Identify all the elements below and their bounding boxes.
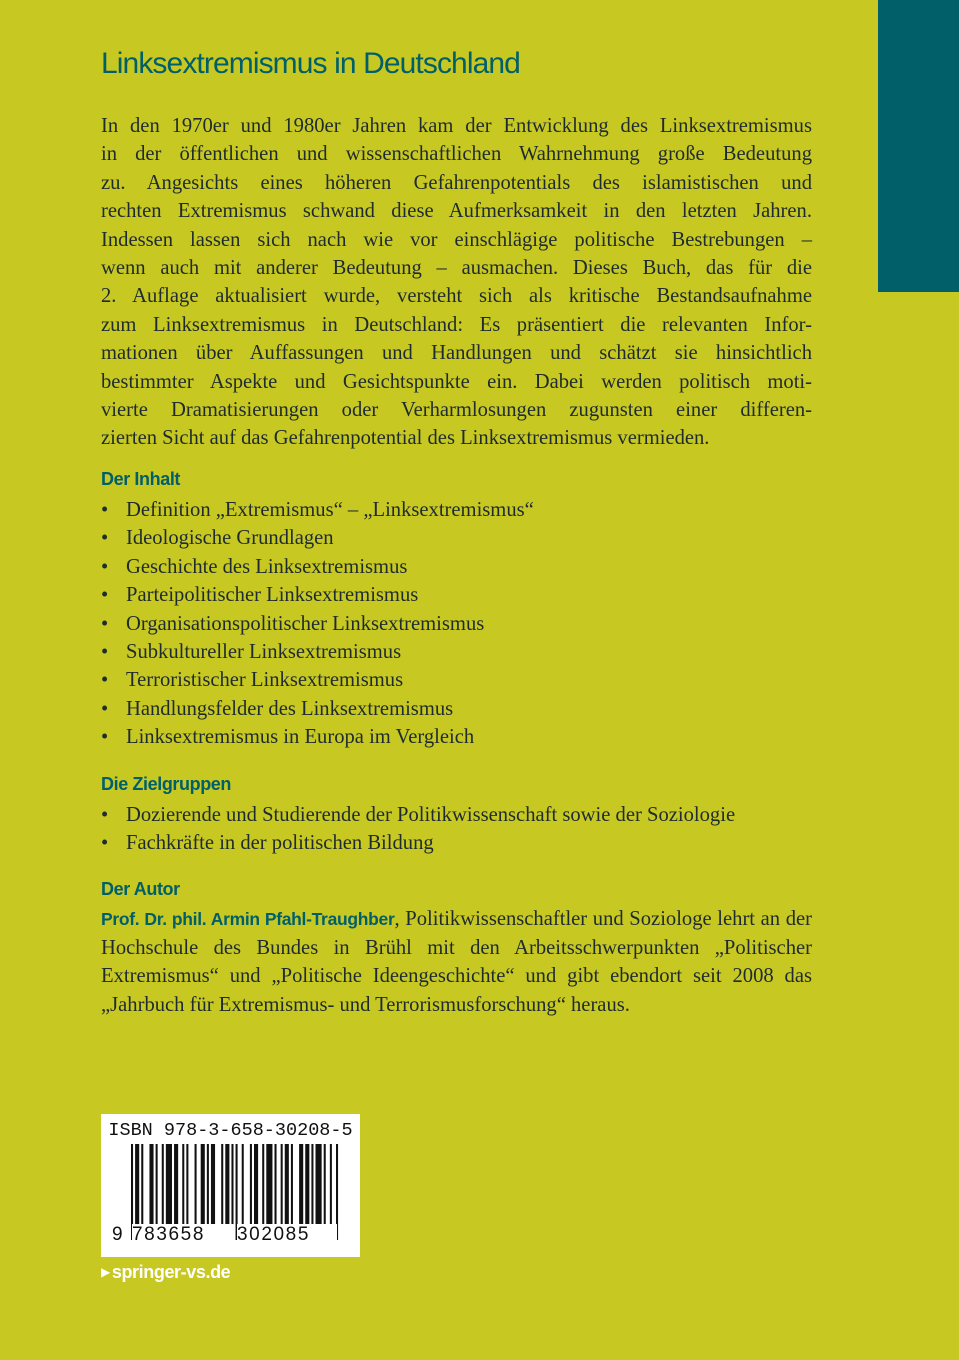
list-item-text: Ideologische Grundlagen [126, 527, 334, 550]
barcode-digit-first: 9 [112, 1224, 123, 1245]
audience-heading: Die Zielgruppen [101, 773, 232, 794]
list-item [101, 553, 812, 581]
author-heading: Der Autor [101, 879, 180, 900]
bullet-icon: • [101, 612, 109, 635]
blurb-line: zum Linksextremismus in Deutschland: Es präsentiert die relevanten Infor- [101, 313, 812, 336]
author-section [101, 877, 812, 1019]
author-description: , Politikwissenschaftler und Soziologe lehrt an der Hochschule des Bundes in Brühl mit den Arbeitsschwerpunkten „Politischer Extremismus“ und „Politische Ideengeschichte“ und gibt ebendort seit 2008 das „Jahrbuch für Extremismus- und Terrorismusforschung“ heraus. [101, 908, 812, 1016]
list-item-text: Handlungsfelder des Linksextremismus [126, 697, 454, 720]
list-item-text: Parteipolitischer Linksextremismus [126, 584, 419, 607]
list-item [101, 695, 812, 723]
blurb-line: zu. Angesichts eines höheren Gefahrenpotentials des islamistischen und [101, 171, 812, 194]
author-name: Prof. Dr. phil. Armin Pfahl-Traughber [101, 909, 395, 930]
blurb-line: In den 1970er und 1980er Jahren kam der Entwicklung des Linksextremismus [101, 115, 812, 137]
list-item-text: Geschichte des Linksextremismus [126, 555, 408, 578]
contents-section [101, 467, 812, 752]
blurb-line: 2. Auflage aktualisiert wurde, versteht sich als kritische Bestandsaufnahme [101, 285, 812, 308]
bullet-icon: • [101, 555, 109, 578]
contents-heading: Der Inhalt [101, 468, 181, 489]
blurb-line: mationen über Auffassungen und Handlungen und schätzt sie hinsichtlich [101, 342, 812, 365]
blurb-line: rechten Extremismus schwand diese Aufmerksamkeit in den letzten Jahren. [101, 200, 812, 223]
publisher-link[interactable] [101, 1262, 230, 1283]
book-title: Linksextremismus in Deutschland [101, 47, 520, 80]
list-item-text: Terroristischer Linksextremismus [126, 669, 404, 692]
barcode-digit-group-right: 302085 [237, 1224, 337, 1246]
blurb-line: zierten Sicht auf das Gefahrenpotential des Linksextremismus vermieden. [101, 427, 710, 450]
blurb-line: in der öffentlichen und wissenschaftlichen Wahrnehmung große Bedeutung [101, 143, 812, 166]
bullet-icon: • [101, 803, 109, 826]
bullet-icon: • [101, 831, 109, 854]
list-item [101, 829, 812, 857]
list-item-text: Linksextremismus in Europa im Vergleich [126, 726, 475, 749]
list-item [101, 581, 812, 609]
list-item [101, 610, 812, 638]
blurb-text [101, 112, 812, 453]
barcode-digit-group-left: 783658 [132, 1224, 232, 1246]
list-item [101, 723, 812, 751]
author-bio [101, 905, 812, 1019]
list-item-text: Subkultureller Linksextremismus [126, 640, 402, 663]
audience-list [101, 801, 812, 858]
bullet-icon: • [101, 669, 109, 692]
back-cover-content [101, 44, 812, 1019]
list-item-text: Fachkräfte in der politischen Bildung [126, 831, 434, 854]
bullet-icon: • [101, 584, 109, 607]
contents-list [101, 496, 812, 752]
barcode-digits [101, 1114, 360, 1257]
bullet-icon: • [101, 527, 109, 550]
list-item-text: Dozierende und Studierende der Politikwissenschaft sowie der Soziologie [126, 803, 736, 826]
isbn-barcode [101, 1114, 360, 1257]
blurb-line: vierte Dramatisierungen oder Verharmlosungen zugunsten einer differen- [101, 399, 812, 422]
bullet-icon: • [101, 640, 109, 663]
blurb-line: Indessen lassen sich nach wie vor einschlägige politische Bestrebungen – [101, 228, 812, 251]
list-item [101, 666, 812, 694]
list-item-text: Definition „Extremismus“ – „Linksextremismus“ [126, 498, 534, 521]
bullet-icon: • [101, 498, 109, 521]
publisher-link-text: springer-vs.de [111, 1262, 231, 1282]
bullet-icon: • [101, 697, 109, 720]
isbn-label: ISBN 978-3-658-30208-5 [108, 1120, 353, 1141]
list-item-text: Organisationspolitischer Linksextremismus [126, 612, 485, 635]
bullet-icon: • [101, 726, 109, 749]
list-item [101, 801, 812, 829]
triangle-right-icon: ▶ [101, 1265, 110, 1279]
teal-accent-bar [878, 0, 959, 292]
blurb-line: bestimmter Aspekte und Gesichtspunkte ein. Dabei werden politisch moti- [101, 370, 812, 393]
list-item [101, 638, 812, 666]
list-item [101, 496, 812, 524]
audience-section [101, 772, 812, 858]
list-item [101, 524, 812, 552]
blurb-line: wenn auch mit anderer Bedeutung – ausmachen. Dieses Buch, das für die [101, 257, 812, 280]
